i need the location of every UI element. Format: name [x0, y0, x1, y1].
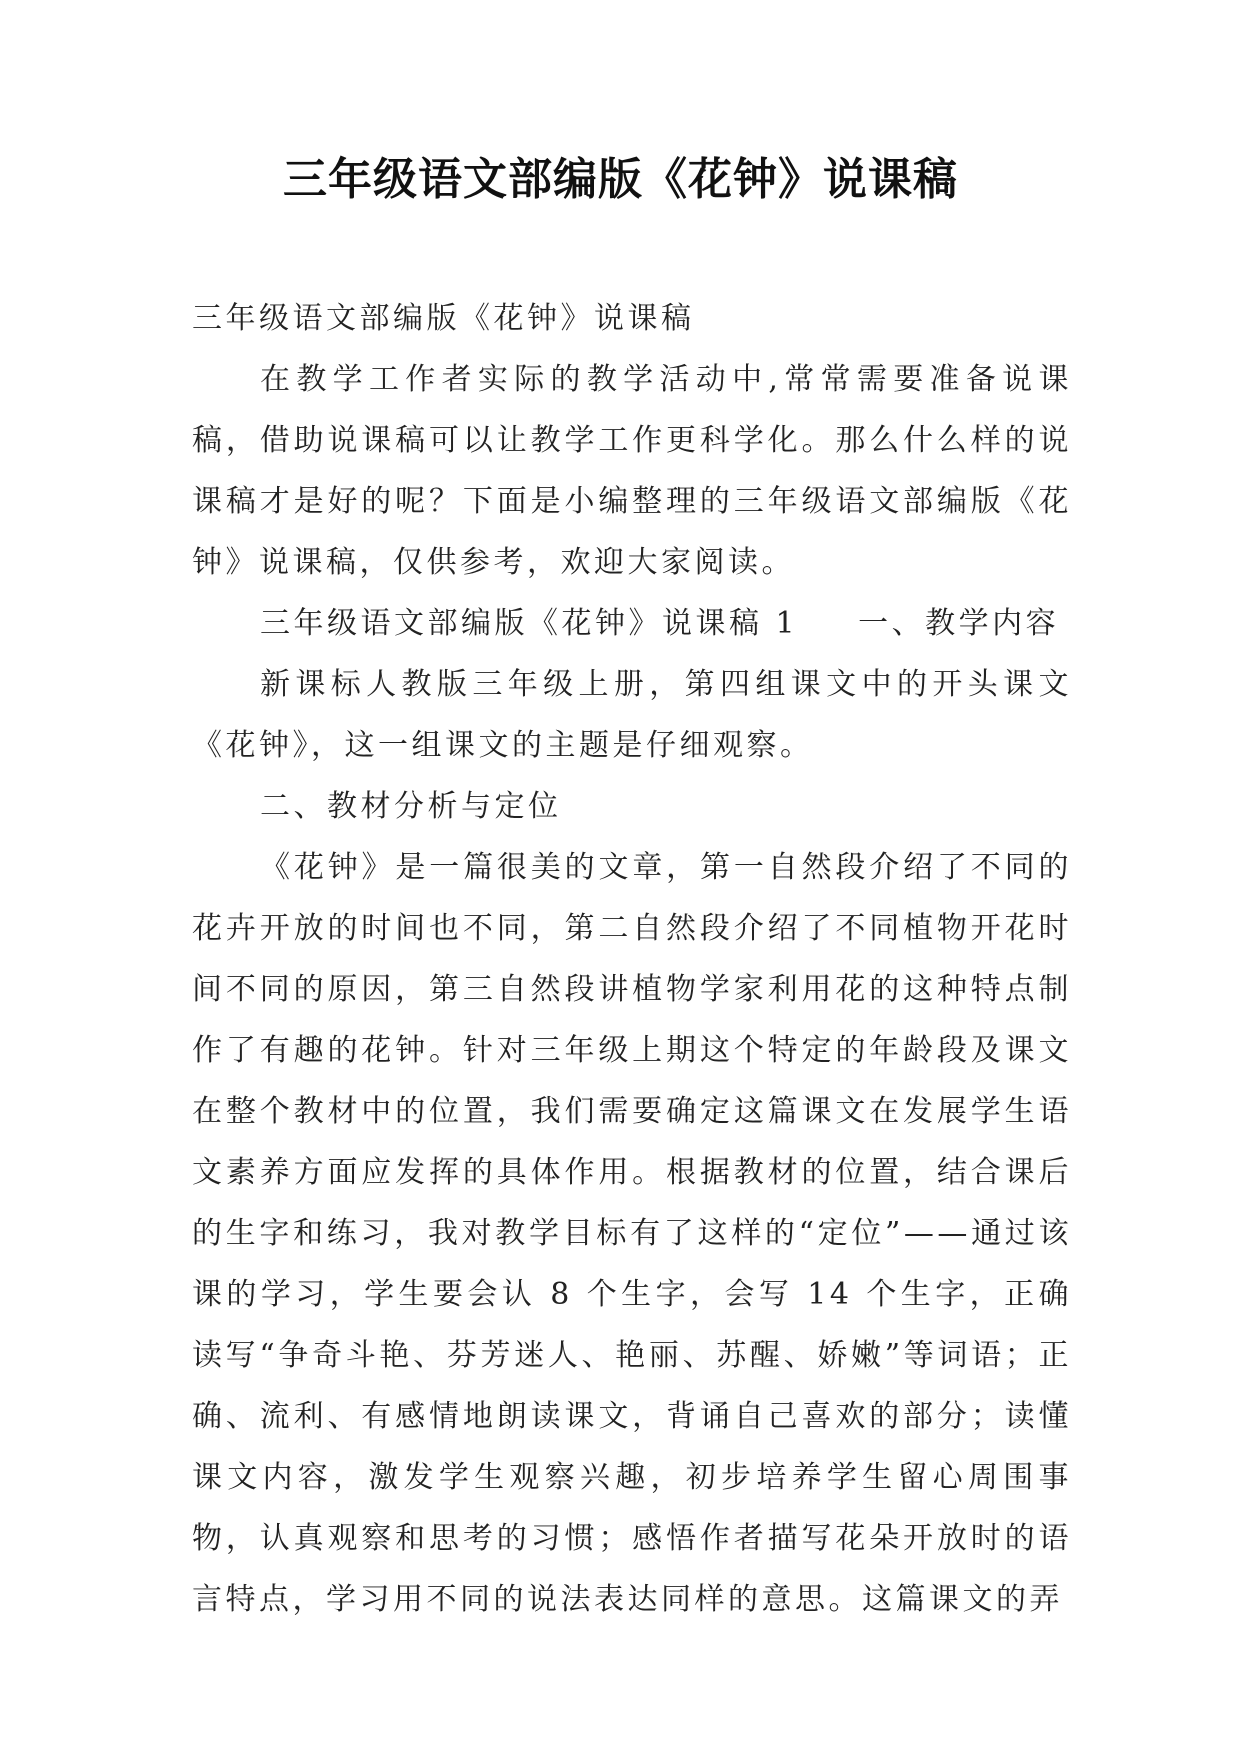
section-heading-first-item: 一、教学内容 — [858, 606, 1060, 641]
section-heading-title: 三年级语文部编版《花钟》说课稿 1 — [260, 606, 799, 641]
paragraph-section-heading — [192, 593, 1072, 654]
document-title: 三年级语文部编版《花钟》说课稿 — [283, 154, 958, 205]
paragraph-section-two-heading: 二、教材分析与定位 — [260, 789, 562, 824]
paragraph-subtitle: 三年级语文部编版《花钟》说课稿 — [192, 301, 695, 336]
paragraph-teaching-content: 新课标人教版三年级上册，第四组课文中的开头课文《花钟》，这一组课文的主题是仔细观察。 — [192, 667, 1072, 763]
document-body — [192, 288, 1072, 1630]
paragraph-intro: 在教学工作者实际的教学活动中,常常需要准备说课稿，借助说课稿可以让教学工作更科学化。那么什么样的说课稿才是好的呢？下面是小编整理的三年级语文部编版《花钟》说课稿，仅供参考，欢迎大家阅读。 — [192, 362, 1072, 580]
paragraph-analysis: 《花钟》是一篇很美的文章，第一自然段介绍了不同的花卉开放的时间也不同，第二自然段介绍了不同植物开花时间不同的原因，第三自然段讲植物学家利用花的这种特点制作了有趣的花钟。针对三年级上期这个特定的年龄段及课文在整个教材中的位置，我们需要确定这篇课文在发展学生语文素养方面应发挥的具体作用。根据教材的位置，结合课后的生字和练习，我对教学目标有了这样的“定位”——通过该课的学习，学生要会认 8 个生字，会写 14 个生字，正确读写“争奇斗艳、芬芳迷人、艳丽、苏醒、娇嫩”等词语；正确、流利、有感情地朗读课文，背诵自己喜欢的部分；读懂课文内容，激发学生观察兴趣，初步培养学生留心周围事物，认真观察和思考的习惯；感悟作者描写花朵开放时的语言特点，学习用不同的说法表达同样的意思。这篇课文的弄 — [192, 850, 1072, 1617]
